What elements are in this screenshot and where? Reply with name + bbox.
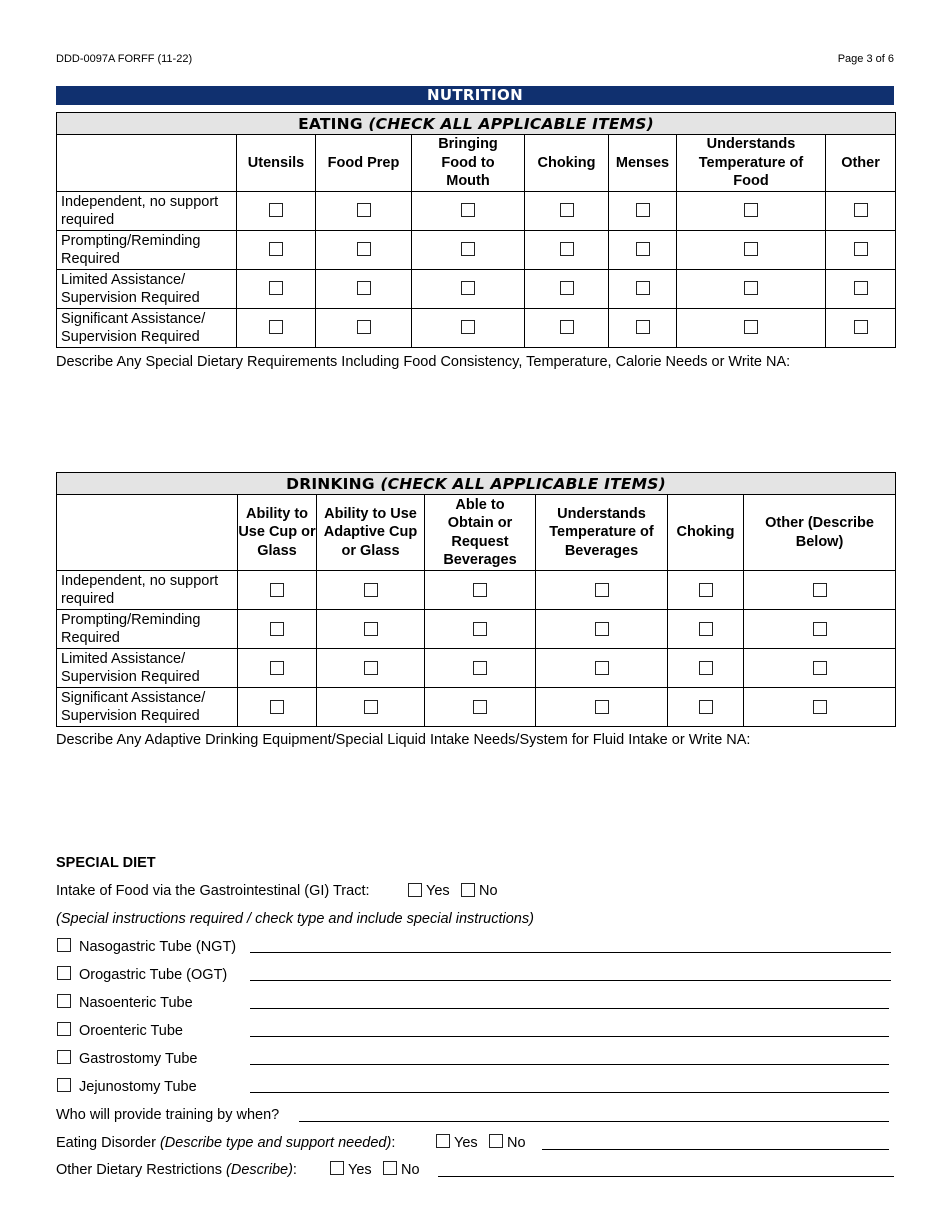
eating-col-header: Food Prep xyxy=(316,135,412,192)
eating-disorder-line[interactable] xyxy=(542,1149,889,1150)
checkbox[interactable] xyxy=(560,203,574,217)
drinking-table xyxy=(56,472,896,727)
checkbox[interactable] xyxy=(269,242,283,256)
other-restrictions-line[interactable] xyxy=(438,1176,894,1177)
ngt-checkbox[interactable] xyxy=(57,938,71,952)
special-instructions-note: (Special instructions required / check type and include special instructions) xyxy=(56,911,534,927)
drinking-col-header: Other (Describe Below) xyxy=(744,495,896,571)
table-row xyxy=(57,230,896,269)
drinking-col-header: Ability to Use Adaptive Cup or Glass xyxy=(317,495,425,571)
eating-title-text: EATING xyxy=(298,114,363,133)
gi-tract-label: Intake of Food via the Gastrointestinal (GI) Tract: xyxy=(56,883,370,899)
checkbox[interactable] xyxy=(473,583,487,597)
checkbox[interactable] xyxy=(461,242,475,256)
oroenteric-line[interactable] xyxy=(250,1036,889,1037)
drinking-title-text: DRINKING xyxy=(286,474,375,493)
eating-col-header: Menses xyxy=(609,135,677,192)
tube-label: Jejunostomy Tube xyxy=(79,1079,197,1095)
other-restrictions-no-checkbox[interactable] xyxy=(383,1161,397,1175)
checkbox[interactable] xyxy=(270,622,284,636)
eating-col-header: Bringing Food to Mouth xyxy=(412,135,525,192)
drinking-row-label: Independent, no support required xyxy=(57,571,238,610)
checkbox[interactable] xyxy=(269,281,283,295)
checkbox[interactable] xyxy=(636,281,650,295)
table-row xyxy=(57,649,896,688)
checkbox[interactable] xyxy=(270,583,284,597)
colon: : xyxy=(292,1162,297,1178)
training-label: Who will provide training by when? xyxy=(56,1107,280,1123)
checkbox[interactable] xyxy=(595,583,609,597)
other-restrictions-yes-label: Yes xyxy=(348,1162,372,1178)
checkbox[interactable] xyxy=(813,622,827,636)
gi-no-label: No xyxy=(479,883,498,899)
eating-disorder-italic: (Describe type and support needed) xyxy=(159,1135,392,1151)
checkbox[interactable] xyxy=(744,320,758,334)
eating-describe-prompt: Describe Any Special Dietary Requirements Including Food Consistency, Temperature, Calorie Needs or Write NA: xyxy=(56,354,791,370)
checkbox[interactable] xyxy=(560,242,574,256)
jejunostomy-line[interactable] xyxy=(250,1092,889,1093)
eating-table xyxy=(56,112,896,348)
drinking-row-label: Prompting/Reminding Required xyxy=(57,610,238,649)
tube-label: Nasogastric Tube (NGT) xyxy=(79,939,237,955)
nasoenteric-checkbox[interactable] xyxy=(57,994,71,1008)
checkbox[interactable] xyxy=(357,320,371,334)
other-restrictions-italic: (Describe) xyxy=(226,1162,293,1178)
form-id: DDD-0097A FORFF (11-22) xyxy=(56,53,193,65)
other-restrictions-text: Other Dietary Restrictions xyxy=(56,1162,227,1178)
checkbox[interactable] xyxy=(595,700,609,714)
checkbox[interactable] xyxy=(813,700,827,714)
checkbox[interactable] xyxy=(636,242,650,256)
checkbox[interactable] xyxy=(854,281,868,295)
checkbox[interactable] xyxy=(364,583,378,597)
eating-col-header: Choking xyxy=(525,135,609,192)
checkbox[interactable] xyxy=(699,661,713,675)
nasoenteric-line[interactable] xyxy=(250,1008,889,1009)
tube-label: Gastrostomy Tube xyxy=(79,1051,198,1067)
eating-disorder-yes-checkbox[interactable] xyxy=(436,1134,450,1148)
eating-disorder-yes-label: Yes xyxy=(454,1135,478,1151)
checkbox[interactable] xyxy=(854,203,868,217)
ngt-line[interactable] xyxy=(250,952,891,953)
drinking-col-header: Able to Obtain or Request Beverages xyxy=(425,495,536,571)
table-row xyxy=(57,269,896,308)
gi-yes-checkbox[interactable] xyxy=(408,883,422,897)
drinking-corner xyxy=(57,495,238,571)
eating-title xyxy=(57,113,896,135)
checkbox[interactable] xyxy=(636,320,650,334)
drinking-col-header: Understands Temperature of Beverages xyxy=(536,495,668,571)
checkbox[interactable] xyxy=(699,700,713,714)
checkbox[interactable] xyxy=(636,203,650,217)
checkbox[interactable] xyxy=(813,661,827,675)
eating-disorder-label xyxy=(56,1135,395,1151)
ogt-checkbox[interactable] xyxy=(57,966,71,980)
tube-label: Nasoenteric Tube xyxy=(79,995,193,1011)
checkbox[interactable] xyxy=(595,622,609,636)
ogt-line[interactable] xyxy=(250,980,891,981)
table-row xyxy=(57,610,896,649)
checkbox[interactable] xyxy=(357,203,371,217)
oroenteric-checkbox[interactable] xyxy=(57,1022,71,1036)
eating-title-italic: (CHECK ALL APPLICABLE ITEMS) xyxy=(368,114,654,133)
checkbox[interactable] xyxy=(269,203,283,217)
drinking-describe-prompt: Describe Any Adaptive Drinking Equipment/Special Liquid Intake Needs/System for Fluid Intake or Write NA: xyxy=(56,732,751,748)
checkbox[interactable] xyxy=(269,320,283,334)
gastrostomy-checkbox[interactable] xyxy=(57,1050,71,1064)
eating-disorder-no-label: No xyxy=(507,1135,526,1151)
checkbox[interactable] xyxy=(473,700,487,714)
checkbox[interactable] xyxy=(473,661,487,675)
other-restrictions-label xyxy=(56,1162,297,1178)
checkbox[interactable] xyxy=(813,583,827,597)
checkbox[interactable] xyxy=(560,320,574,334)
gastrostomy-line[interactable] xyxy=(250,1064,889,1065)
drinking-row-label: Limited Assistance/ Supervision Required xyxy=(57,649,238,688)
eating-row-label: Significant Assistance/ Supervision Required xyxy=(57,308,237,347)
checkbox[interactable] xyxy=(364,622,378,636)
colon: : xyxy=(391,1135,396,1151)
checkbox[interactable] xyxy=(461,203,475,217)
eating-col-header: Utensils xyxy=(237,135,316,192)
eating-row-label: Prompting/Reminding Required xyxy=(57,230,237,269)
tube-label: Orogastric Tube (OGT) xyxy=(79,967,228,983)
checkbox[interactable] xyxy=(699,583,713,597)
checkbox[interactable] xyxy=(461,320,475,334)
section-title-nutrition: NUTRITION xyxy=(56,86,894,105)
table-row xyxy=(57,308,896,347)
other-restrictions-yes-checkbox[interactable] xyxy=(330,1161,344,1175)
table-row xyxy=(57,571,896,610)
drinking-col-header: Ability to Use Cup or Glass xyxy=(238,495,317,571)
drinking-title-italic: (CHECK ALL APPLICABLE ITEMS) xyxy=(380,474,666,493)
checkbox[interactable] xyxy=(744,281,758,295)
tube-label: Oroenteric Tube xyxy=(79,1023,183,1039)
checkbox[interactable] xyxy=(595,661,609,675)
page-number: Page 3 of 6 xyxy=(837,53,894,65)
table-row xyxy=(57,191,896,230)
eating-disorder-no-checkbox[interactable] xyxy=(489,1134,503,1148)
table-row xyxy=(57,688,896,727)
checkbox[interactable] xyxy=(270,661,284,675)
special-diet-heading: SPECIAL DIET xyxy=(56,855,156,871)
eating-row-label: Limited Assistance/ Supervision Required xyxy=(57,269,237,308)
jejunostomy-checkbox[interactable] xyxy=(57,1078,71,1092)
checkbox[interactable] xyxy=(357,281,371,295)
eating-corner xyxy=(57,135,237,192)
other-restrictions-no-label: No xyxy=(401,1162,420,1178)
eating-row-label: Independent, no support required xyxy=(57,191,237,230)
drinking-col-header: Choking xyxy=(668,495,744,571)
checkbox[interactable] xyxy=(461,281,475,295)
checkbox[interactable] xyxy=(357,242,371,256)
checkbox[interactable] xyxy=(854,242,868,256)
checkbox[interactable] xyxy=(364,661,378,675)
eating-col-header: Understands Temperature of Food xyxy=(677,135,826,192)
drinking-title xyxy=(57,473,896,495)
checkbox[interactable] xyxy=(744,203,758,217)
checkbox[interactable] xyxy=(560,281,574,295)
checkbox[interactable] xyxy=(364,700,378,714)
checkbox[interactable] xyxy=(854,320,868,334)
eating-disorder-text: Eating Disorder xyxy=(56,1135,160,1151)
checkbox[interactable] xyxy=(744,242,758,256)
training-line[interactable] xyxy=(299,1121,889,1122)
gi-yes-label: Yes xyxy=(426,883,450,899)
checkbox[interactable] xyxy=(699,622,713,636)
drinking-row-label: Significant Assistance/ Supervision Required xyxy=(57,688,238,727)
gi-no-checkbox[interactable] xyxy=(461,883,475,897)
eating-col-header: Other xyxy=(826,135,896,192)
checkbox[interactable] xyxy=(473,622,487,636)
checkbox[interactable] xyxy=(270,700,284,714)
